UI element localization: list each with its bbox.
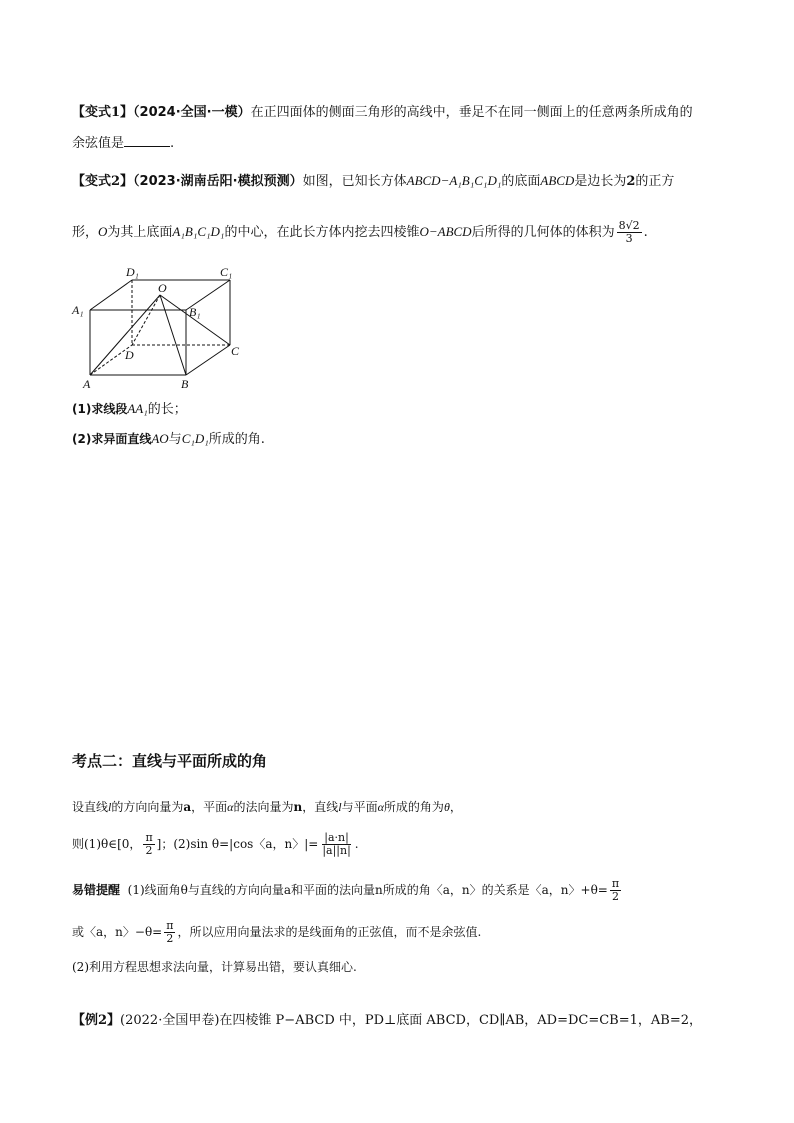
interval-left: [0， [117,837,142,851]
variant1-source: （2024·全国·一模） [133,105,251,120]
tip-pi-2: π [166,919,174,932]
theory-l1-h: ， [449,800,462,814]
label-d: D [125,348,134,362]
tip-line3: (2)利用方程思想求法向量，计算易出错，要认真细心. [72,960,357,974]
variant2-source: （2023·湖南岳阳·模拟预测） [133,174,303,189]
theory-theta: θ [443,800,450,814]
example2-source: (2022·全国甲卷) [120,1013,220,1028]
example2-text: 在四棱锥 P−ABCD 中，PD⊥底面 ABCD，CD∥AB，AD=DC=CB=1，AB=2， [219,1013,703,1028]
q1-segment: AA₁ [127,401,148,416]
theory-l1-a: 设直线 [72,800,109,814]
label-c: C [231,344,240,358]
q2-suffix: 所成的角. [208,432,265,447]
theory-l1-e: ，直线 [302,800,339,814]
tip-label: 易错提醒 [72,883,121,897]
variant1-line1 [72,104,693,122]
q1-prefix: (1)求线段 [72,402,128,416]
variant2-solid: ABCD−A₁B₁C₁D₁ [406,173,502,188]
variant2-text-b2: 为其上底面 [107,225,173,240]
variant2-text-a4: 的正方 [635,174,675,189]
theory-line2 [72,830,359,858]
theory-alpha2: α [377,800,384,814]
tip-pi-over-two [610,878,621,903]
variant2-line1 [72,172,674,191]
sine-numerator: |a·n| [324,831,349,844]
label-b: B [181,377,189,391]
theory-l1-d: 的法向量为 [233,800,294,814]
variant1-line2 [72,134,174,153]
example2-tag: 【例2】 [72,1013,121,1028]
variant2-base: ABCD [540,173,575,188]
tip-line2 [72,918,481,946]
cuboid-figure [70,260,250,395]
variant2-pyramid: O−ABCD [419,224,472,239]
theory-l2-b: ；(2)sin θ=|cos〈a，n〉|= [161,837,319,851]
tip-pi-over-two-2 [164,920,175,945]
variant1-text-b: 余弦值是 [72,136,125,151]
variant2-text-b1: 形， [72,225,99,240]
q2-line1: AO [151,431,169,446]
pi-over-two [143,832,154,857]
question-1 [72,400,187,419]
volume-fraction [617,220,642,245]
theory-alpha: α [227,800,234,814]
label-d1: D₁ [126,265,139,279]
variant2-top-face: A₁B₁C₁D₁ [172,224,225,239]
tip-text-b2: ，所以应用向量法求的是线面角的正弦值，而不是余弦值. [177,925,482,939]
label-b1: B₁ [189,305,201,319]
theory-l1-l: l [108,800,112,814]
q1-suffix: 的长； [147,402,187,417]
volume-denominator: 3 [625,232,633,245]
variant2-text-a3: 是边长为 [574,174,627,189]
variant2-text-b4: 后所得的几何体的体积为 [471,225,615,240]
sine-fraction [320,832,352,857]
variant2-text-b5: . [643,225,648,240]
theory-l1-l2: l [338,800,342,814]
theory-vec-a: a [183,800,192,814]
tip-text-a: (1)线面角θ与直线的方向向量a和平面的法向量n所成的角〈a，n〉的关系是〈a，n〉+θ= [127,883,608,897]
section2-title: 考点二：直线与平面所成的角 [72,752,268,770]
question-2 [72,430,265,449]
sine-denominator: |a||n| [322,844,351,857]
theory-l1-b: 的方向向量为 [111,800,184,814]
theory-l1-f: 与平面 [341,800,378,814]
tip-text-b1: 或〈a，n〉−θ= [72,925,163,939]
label-a1: A₁ [72,303,84,317]
theory-l2-a: 则(1)θ∈ [72,837,118,851]
q2-prefix: (2)求异面直线 [72,432,152,446]
q2-line2: C₁D₁ [181,431,209,446]
variant1-text-end: . [170,136,175,151]
tip-two: 2 [611,890,619,903]
example2-line [72,1012,702,1030]
variant2-tag: 【变式2】 [72,174,134,189]
interval-right: ] [156,837,162,851]
variant2-text-a2: 的底面 [501,174,541,189]
variant2-text-a1: 如图，已知长方体 [302,174,407,189]
q2-mid: 与 [168,432,182,447]
theory-l2-end: . [354,837,359,851]
two: 2 [145,844,153,857]
tip-pi: π [611,877,620,890]
variant1-tag: 【变式1】 [72,105,134,120]
theory-l1-g: 所成的角为 [383,800,444,814]
variant2-side: 2 [626,174,636,189]
label-c1: C₁ [220,265,233,279]
tip-two-2: 2 [166,932,174,945]
theory-l1-c: ，平面 [191,800,228,814]
label-a: A [83,377,91,391]
variant2-line2 [72,220,648,245]
variant2-o: O [98,224,108,239]
theory-vec-n: n [293,800,303,814]
variant1-text-a: 在正四面体的侧面三角形的高线中，垂足不在同一侧面上的任意两条所成角的 [250,105,693,120]
answer-blank [124,134,170,147]
volume-numerator: 8√2 [618,219,640,232]
label-o: O [158,281,167,295]
theory-line1 [72,798,462,816]
variant2-text-b3: 的中心，在此长方体内挖去四棱锥 [224,225,420,240]
tip-line1 [72,876,623,904]
pi: π [145,831,153,844]
